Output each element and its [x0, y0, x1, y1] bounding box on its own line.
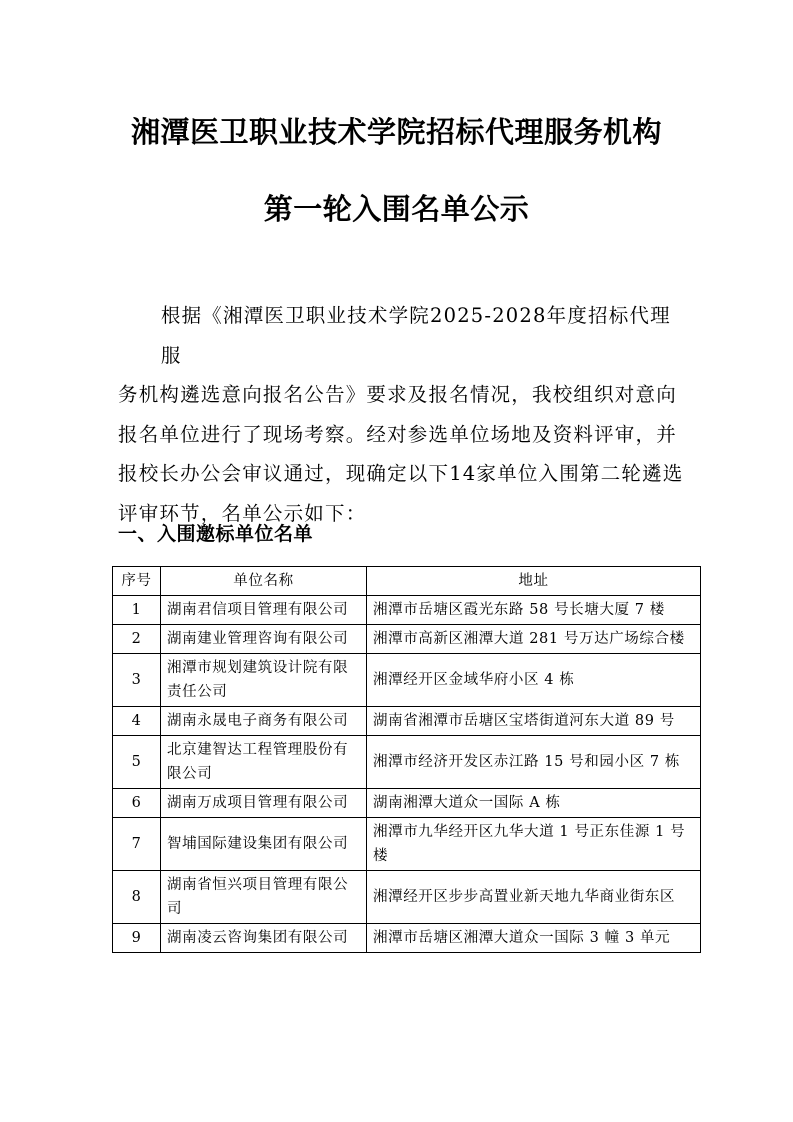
document-title-line1: 湘潭医卫职业技术学院招标代理服务机构: [130, 115, 662, 149]
table-row: [113, 789, 701, 818]
row-number: 3: [113, 654, 161, 707]
row-number: 5: [113, 736, 161, 789]
company-name: 湖南永晟电子商务有限公司: [161, 707, 367, 736]
table-row: [113, 924, 701, 953]
table-header-row: [113, 567, 701, 596]
column-header-no: 序号: [113, 567, 161, 596]
column-header-address: 地址: [367, 567, 701, 596]
table-row: [113, 596, 701, 625]
paragraph-line: 务机构遴选意向报名公告》要求及报名情况，我校组织对意向: [118, 383, 677, 406]
section-heading: 一、入围邀标单位名单: [118, 523, 314, 545]
company-name: 湖南万成项目管理有限公司: [161, 789, 367, 818]
paragraph-line: 根据《湘潭医卫职业技术学院2025-2028年度招标代理服: [160, 304, 671, 367]
paragraph-line: 报校长办公会审议通过，现确定以下14家单位入围第二轮遴选: [118, 462, 684, 485]
company-address: 湘潭市岳塘区霞光东路 58 号长塘大厦 7 楼: [367, 596, 701, 625]
company-address: 湘潭市九华经开区九华大道 1 号正东佳源 1 号楼: [367, 818, 701, 871]
row-number: 7: [113, 818, 161, 871]
shortlist-table: [112, 566, 701, 953]
company-name: 湖南凌云咨询集团有限公司: [161, 924, 367, 953]
row-number: 4: [113, 707, 161, 736]
table-row: [113, 818, 701, 871]
company-name: 湖南建业管理咨询有限公司: [161, 625, 367, 654]
company-address: 湘潭市高新区湘潭大道 281 号万达广场综合楼: [367, 625, 701, 654]
row-number: 6: [113, 789, 161, 818]
paragraph-line: 报名单位进行了现场考察。经对参选单位场地及资料评审，并: [118, 422, 677, 446]
company-address: 湖南省湘潭市岳塘区宝塔街道河东大道 89 号: [367, 707, 701, 736]
company-name: 北京建智达工程管理股份有限公司: [161, 736, 367, 789]
company-name: 湖南省恒兴项目管理有限公司: [161, 871, 367, 924]
table-row: [113, 654, 701, 707]
paragraph-line: 评审环节，名单公示如下：: [118, 501, 367, 525]
row-number: 1: [113, 596, 161, 625]
company-address: 湘潭经开区步步高置业新天地九华商业街东区: [367, 871, 701, 924]
company-address: 湖南湘潭大道众一国际 A 栋: [367, 789, 701, 818]
company-name: 湖南君信项目管理有限公司: [161, 596, 367, 625]
company-name: 智埔国际建设集团有限公司: [161, 818, 367, 871]
document-title-line2: 第一轮入围名单公示: [263, 192, 530, 226]
table-row: [113, 736, 701, 789]
table-row: [113, 625, 701, 654]
company-address: 湘潭市岳塘区湘潭大道众一国际 3 幢 3 单元: [367, 924, 701, 953]
company-address: 湘潭经开区金域华府小区 4 栋: [367, 654, 701, 707]
announcement-paragraph: [118, 296, 688, 533]
company-address: 湘潭市经济开发区赤江路 15 号和园小区 7 栋: [367, 736, 701, 789]
row-number: 8: [113, 871, 161, 924]
company-name: 湘潭市规划建筑设计院有限责任公司: [161, 654, 367, 707]
table-row: [113, 871, 701, 924]
row-number: 2: [113, 625, 161, 654]
row-number: 9: [113, 924, 161, 953]
column-header-name: 单位名称: [161, 567, 367, 596]
table-row: [113, 707, 701, 736]
